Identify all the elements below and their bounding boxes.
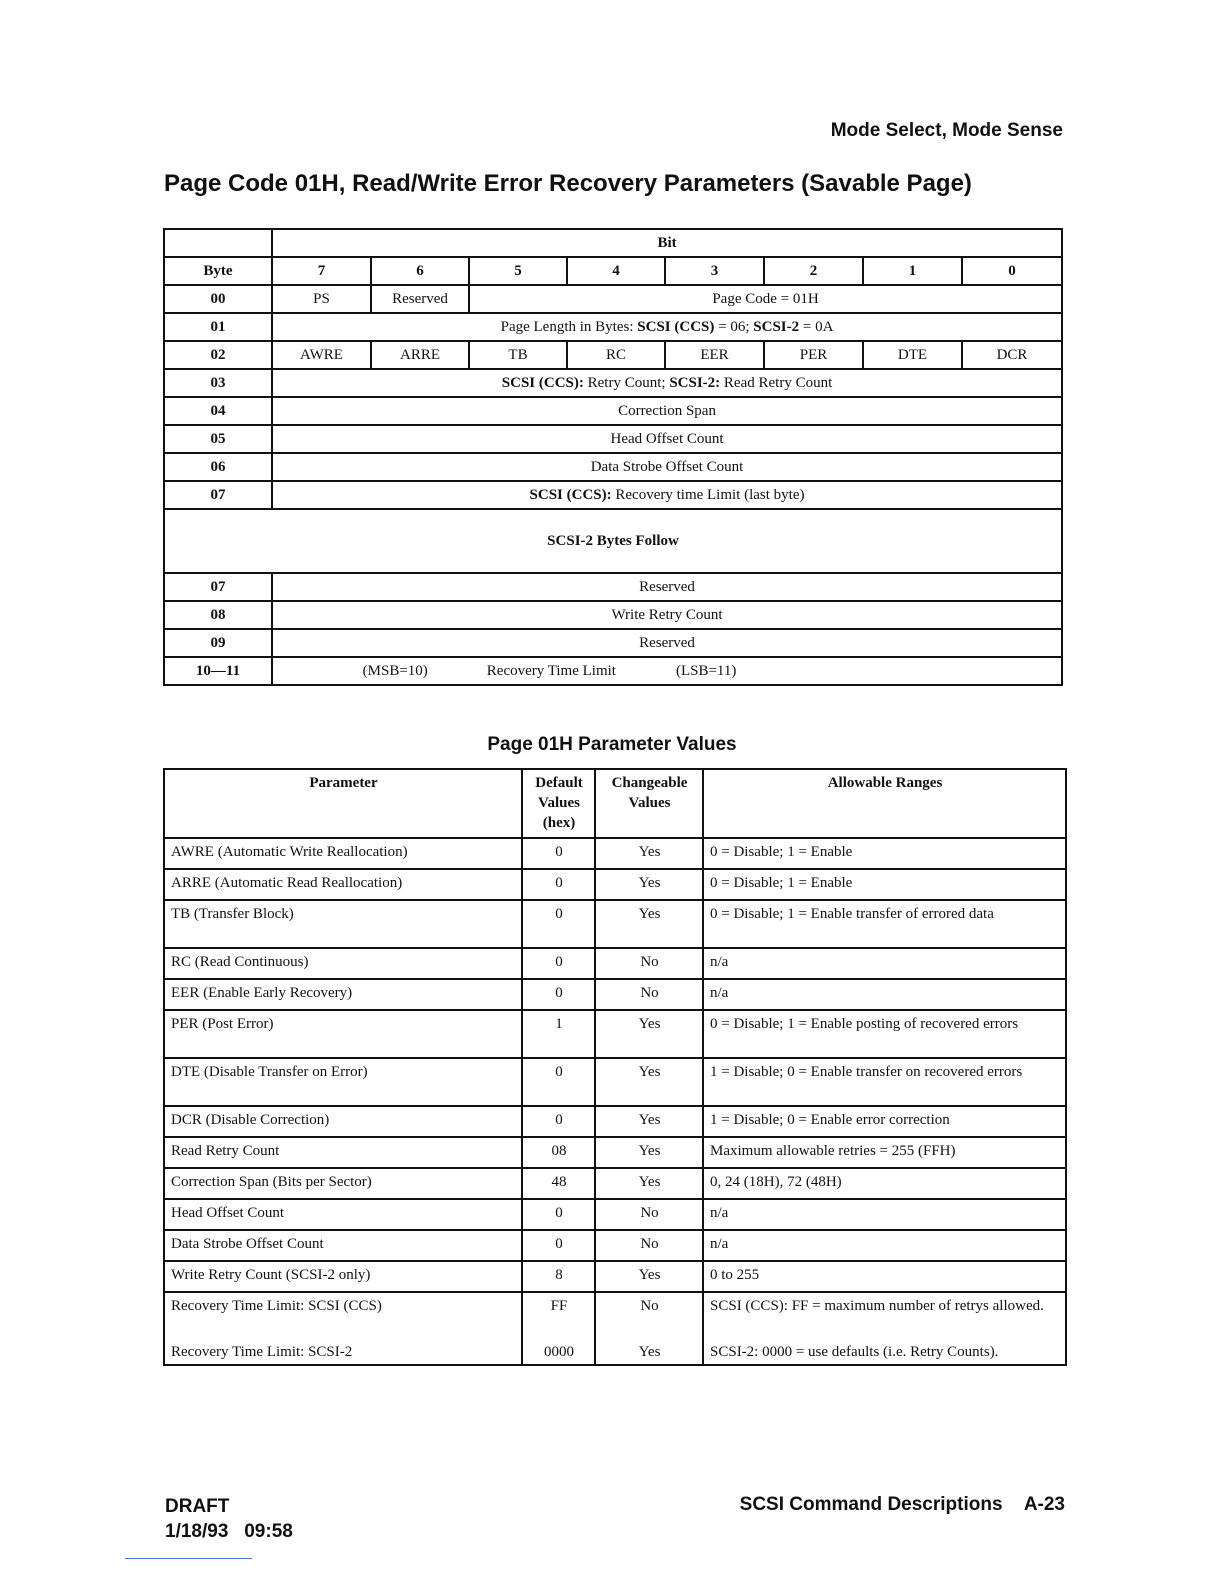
byte-row-04 <box>164 397 1062 425</box>
table-row <box>164 1199 1066 1230</box>
text: Recovery Time Limit <box>486 662 616 679</box>
cell-default: 48 <box>522 1168 595 1199</box>
table-row <box>164 1058 1066 1106</box>
text: Recovery time Limit (last byte) <box>611 486 805 503</box>
cell-parameter: PER (Post Error) <box>164 1010 522 1058</box>
cell-changeable <box>595 1292 703 1365</box>
field-page-length <box>272 313 1062 341</box>
cell-range: n/a <box>703 1230 1066 1261</box>
byte-row-05 <box>164 425 1062 453</box>
field-rc: RC <box>567 341 665 369</box>
cell-changeable: Yes <box>595 1261 703 1292</box>
field-reserved: Reserved <box>272 629 1062 657</box>
table-row <box>164 1261 1066 1292</box>
byte-number: 10—11 <box>164 657 272 685</box>
changeable-ccs: No <box>640 1298 659 1314</box>
bit-number: 5 <box>469 257 567 285</box>
table-row <box>164 1010 1066 1058</box>
cell-changeable: Yes <box>595 838 703 869</box>
cell-range: Maximum allowable retries = 255 (FFH) <box>703 1137 1066 1168</box>
header-default-values: Default Values (hex) <box>522 769 595 838</box>
keyword: SCSI-2 <box>753 318 800 335</box>
cell-parameter: EER (Enable Early Recovery) <box>164 979 522 1010</box>
text: = 06; <box>714 318 754 335</box>
field-correction-span: Correction Span <box>272 397 1062 425</box>
cell-changeable: Yes <box>595 1168 703 1199</box>
byte-label: Byte <box>164 257 272 285</box>
cell-parameter: RC (Read Continuous) <box>164 948 522 979</box>
field-dte: DTE <box>863 341 962 369</box>
byte-row-09 <box>164 629 1062 657</box>
cell-parameter: Head Offset Count <box>164 1199 522 1230</box>
cell-parameter: ARRE (Automatic Read Reallocation) <box>164 869 522 900</box>
cell-changeable: No <box>595 1230 703 1261</box>
bit-number: 7 <box>272 257 371 285</box>
cell-range: 0, 24 (18H), 72 (48H) <box>703 1168 1066 1199</box>
table-row-recovery-time <box>164 1292 1066 1365</box>
table-row <box>164 838 1066 869</box>
byte-row-02 <box>164 341 1062 369</box>
cell-range <box>703 1292 1066 1365</box>
lsb-label: (LSB=11) <box>675 662 737 679</box>
text: Retry Count; <box>583 374 670 391</box>
cell-range: n/a <box>703 948 1066 979</box>
cell-default: 0 <box>522 1199 595 1230</box>
header-parameter: Parameter <box>164 769 522 838</box>
byte-row-01 <box>164 313 1062 341</box>
byte-row-07b <box>164 573 1062 601</box>
text: = 0A <box>799 318 834 335</box>
byte-row-10-11 <box>164 657 1062 685</box>
byte-number: 09 <box>164 629 272 657</box>
table-row <box>164 869 1066 900</box>
table-row <box>164 1137 1066 1168</box>
byte-row-08 <box>164 601 1062 629</box>
cell-parameter: DTE (Disable Transfer on Error) <box>164 1058 522 1106</box>
table-row <box>164 900 1066 948</box>
default-ccs: FF <box>550 1298 568 1314</box>
cell-parameter: Write Retry Count (SCSI-2 only) <box>164 1261 522 1292</box>
scsi2-follow-row <box>164 509 1062 573</box>
text: Page Length in Bytes: <box>500 318 638 335</box>
bit-number: 6 <box>371 257 469 285</box>
field-recovery-time-limit <box>272 657 1062 685</box>
keyword: SCSI (CCS) <box>637 318 715 335</box>
table-row <box>164 1168 1066 1199</box>
byte-number: 07 <box>164 481 272 509</box>
cell-default: 0 <box>522 900 595 948</box>
cell-range: n/a <box>703 979 1066 1010</box>
cell-range: 0 = Disable; 1 = Enable transfer of errored data <box>703 900 1066 948</box>
cell-default: 0 <box>522 838 595 869</box>
cell-default: 0 <box>522 1230 595 1261</box>
scsi2-follow-label: SCSI-2 Bytes Follow <box>164 509 1062 573</box>
range-ccs: SCSI (CCS): FF = maximum number of retrys allowed. <box>710 1298 1044 1314</box>
bit-number: 3 <box>665 257 764 285</box>
cell-range: 1 = Disable; 0 = Enable transfer on recovered errors <box>703 1058 1066 1106</box>
text: Read Retry Count <box>720 374 833 391</box>
cell-changeable: Yes <box>595 1010 703 1058</box>
table-row <box>164 979 1066 1010</box>
cell-parameter: TB (Transfer Block) <box>164 900 522 948</box>
header-row <box>164 769 1066 838</box>
cell-parameter: Correction Span (Bits per Sector) <box>164 1168 522 1199</box>
cell-changeable: Yes <box>595 1106 703 1137</box>
param-scsi2: Recovery Time Limit: SCSI-2 <box>171 1344 353 1360</box>
bit-header-row <box>164 229 1062 257</box>
field-reserved: Reserved <box>371 285 469 313</box>
bit-number: 2 <box>764 257 863 285</box>
default-scsi2: 0000 <box>544 1344 574 1360</box>
range-scsi2: SCSI-2: 0000 = use defaults (i.e. Retry Counts). <box>710 1344 999 1360</box>
cell-changeable: Yes <box>595 1058 703 1106</box>
field-data-strobe-offset-count: Data Strobe Offset Count <box>272 453 1062 481</box>
cell-parameter: AWRE (Automatic Write Reallocation) <box>164 838 522 869</box>
table-row <box>164 1230 1066 1261</box>
bit-number: 0 <box>962 257 1062 285</box>
cell-changeable: No <box>595 979 703 1010</box>
cell-range: n/a <box>703 1199 1066 1230</box>
header-changeable-values: Changeable Values <box>595 769 703 838</box>
cell-default: 0 <box>522 869 595 900</box>
byte-number: 03 <box>164 369 272 397</box>
page-title: Page Code 01H, Read/Write Error Recovery Parameters (Savable Page) <box>164 170 972 197</box>
cell-parameter: Data Strobe Offset Count <box>164 1230 522 1261</box>
field-eer: EER <box>665 341 764 369</box>
cell-changeable: Yes <box>595 1137 703 1168</box>
cell-parameter: DCR (Disable Correction) <box>164 1106 522 1137</box>
table-row <box>164 1106 1066 1137</box>
keyword: SCSI (CCS): <box>529 486 612 503</box>
footer-right <box>740 1494 1065 1516</box>
draft-datetime: 1/18/93 09:58 <box>165 1521 293 1542</box>
field-page-code: Page Code = 01H <box>469 285 1062 313</box>
byte-row-00 <box>164 285 1062 313</box>
byte-number: 00 <box>164 285 272 313</box>
cell-default: 08 <box>522 1137 595 1168</box>
field-dcr: DCR <box>962 341 1062 369</box>
cell-default: 0 <box>522 1058 595 1106</box>
cell-range: 0 to 255 <box>703 1261 1066 1292</box>
bit-label: Bit <box>272 229 1062 257</box>
bit-number-row <box>164 257 1062 285</box>
field-arre: ARRE <box>371 341 469 369</box>
field-reserved: Reserved <box>272 573 1062 601</box>
cell-default: 0 <box>522 1106 595 1137</box>
table-row <box>164 948 1066 979</box>
cell-default: 0 <box>522 979 595 1010</box>
cell-default: 1 <box>522 1010 595 1058</box>
keyword: SCSI-2: <box>669 374 721 391</box>
section-name: SCSI Command Descriptions <box>739 1494 1003 1515</box>
cell-parameter: Read Retry Count <box>164 1137 522 1168</box>
corner-cell <box>164 229 272 257</box>
cell-default: 0 <box>522 948 595 979</box>
cell-changeable: No <box>595 1199 703 1230</box>
footer-left <box>165 1494 293 1544</box>
byte-row-03 <box>164 369 1062 397</box>
field-awre: AWRE <box>272 341 371 369</box>
cell-changeable: No <box>595 948 703 979</box>
byte-row-07 <box>164 481 1062 509</box>
cell-changeable: Yes <box>595 869 703 900</box>
cell-range: 0 = Disable; 1 = Enable <box>703 838 1066 869</box>
bit-number: 1 <box>863 257 962 285</box>
bit-number: 4 <box>567 257 665 285</box>
byte-number: 02 <box>164 341 272 369</box>
field-write-retry-count: Write Retry Count <box>272 601 1062 629</box>
cell-range: 1 = Disable; 0 = Enable error correction <box>703 1106 1066 1137</box>
byte-number: 07 <box>164 573 272 601</box>
cell-changeable: Yes <box>595 900 703 948</box>
cell-default <box>522 1292 595 1365</box>
section-heading: Page 01H Parameter Values <box>487 734 737 755</box>
msb-label: (MSB=10) <box>362 662 428 679</box>
cell-parameter <box>164 1292 522 1365</box>
field-retry-count <box>272 369 1062 397</box>
cell-range: 0 = Disable; 1 = Enable <box>703 869 1066 900</box>
field-per: PER <box>764 341 863 369</box>
param-ccs: Recovery Time Limit: SCSI (CCS) <box>171 1298 382 1314</box>
changeable-scsi2: Yes <box>638 1344 661 1360</box>
byte-row-06 <box>164 453 1062 481</box>
field-ps: PS <box>272 285 371 313</box>
page-number: A-23 <box>1023 1494 1065 1515</box>
cell-range: 0 = Disable; 1 = Enable posting of recovered errors <box>703 1010 1066 1058</box>
byte-number: 04 <box>164 397 272 425</box>
byte-number: 01 <box>164 313 272 341</box>
running-header: Mode Select, Mode Sense <box>830 120 1063 141</box>
keyword: SCSI (CCS): <box>501 374 584 391</box>
bit-layout-table <box>163 228 1063 686</box>
footer-rule <box>125 1558 252 1559</box>
byte-number: 05 <box>164 425 272 453</box>
field-head-offset-count: Head Offset Count <box>272 425 1062 453</box>
header-allowable-ranges: Allowable Ranges <box>703 769 1066 838</box>
cell-default: 8 <box>522 1261 595 1292</box>
parameter-values-table <box>163 768 1067 1366</box>
byte-number: 08 <box>164 601 272 629</box>
draft-label: DRAFT <box>165 1496 230 1517</box>
field-tb: TB <box>469 341 567 369</box>
field-recovery-time-limit-ccs <box>272 481 1062 509</box>
byte-number: 06 <box>164 453 272 481</box>
